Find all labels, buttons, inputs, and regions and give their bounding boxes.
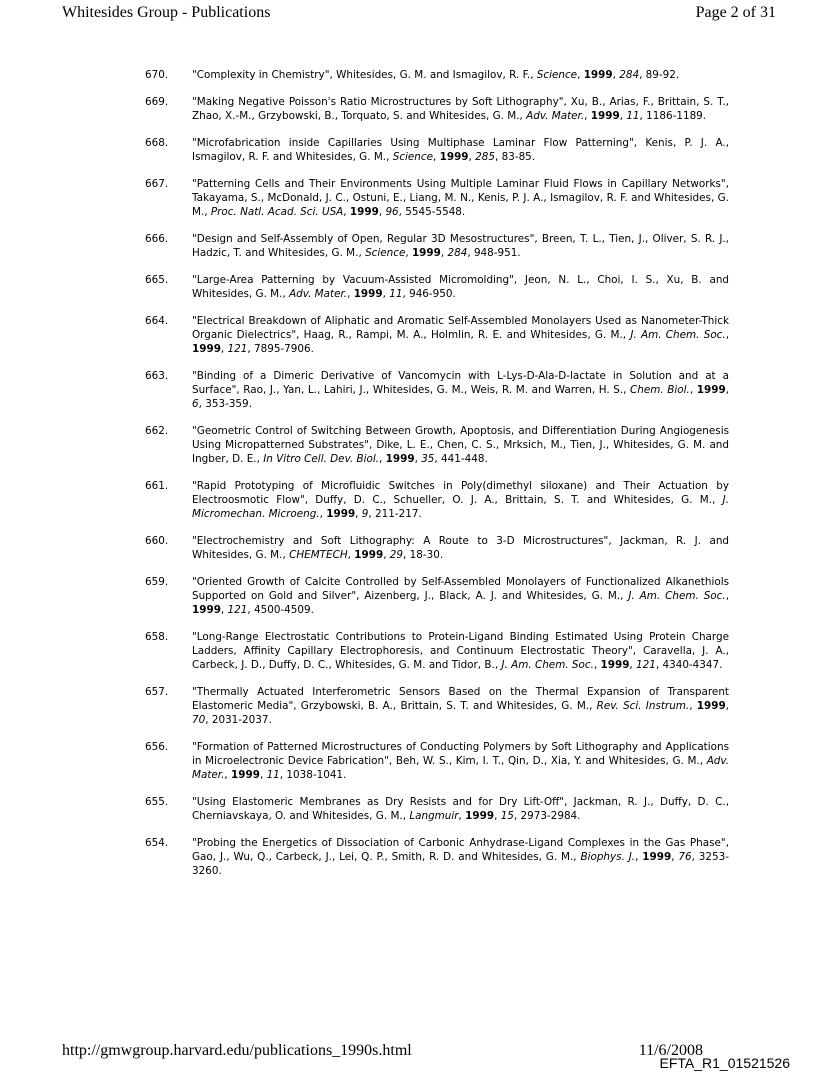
entry-volume: 96	[385, 206, 399, 218]
document-stamp: EFTA_R1_01521526	[659, 1055, 790, 1071]
entry-citation: "Long-Range Electrostatic Contributions to Protein-Ligand Binding Estimated Using Protein Charge Ladders, Affinity Capillary Electrophoresis, and Continuum Electrostatic Theory", Caravella, J. A., Carbeck, J. D., Duffy, D. C., Whitesides, G. M. and Tidor, B.,	[192, 631, 729, 671]
entry-number: 664.	[145, 315, 169, 327]
publication-entry: 660. "Electrochemistry and Soft Lithography: A Route to 3-D Microstructures", Jackman, R. J. and Whitesides, G. M., CHEMTECH, 1999, 29, 18-30.	[145, 535, 729, 561]
entry-year: 1999	[642, 851, 672, 863]
entry-year: 1999	[600, 659, 630, 671]
entry-pages: 7895-7906.	[253, 343, 314, 355]
entry-pages: 441-448.	[441, 453, 488, 465]
entry-citation: "Patterning Cells and Their Environments Using Multiple Laminar Fluid Flows in Capillary Networks", Takayama, S., McDonald, J. C., Ostuni, E., Liang, M. N., Kenis, P. J. A., Ismagilov, R. F. and Whitesides, G. M.,	[192, 178, 729, 218]
entry-volume: 70	[192, 714, 206, 726]
entry-citation: "Electrical Breakdown of Aliphatic and Aromatic Self-Assembled Monolayers Used as Nanometer-Thick Organic Dielectrics", Haag, R., Rampi, M. A., Holmlin, R. E. and Whitesides, G. M.,	[192, 315, 729, 341]
publication-entry: 661. "Rapid Prototyping of Microfluidic Switches in Poly(dimethyl siloxane) and Their Actuation by Electroosmotic Flow", Duffy, D. C., Schueller, O. J. A., Brittain, S. T. and Whitesides, G. M., J. Micromechan. Microeng., 1999, 9, 211-217.	[145, 480, 729, 520]
publication-entry: 668. "Microfabrication inside Capillaries Using Multiphase Laminar Flow Patterning", Kenis, P. J. A., Ismagilov, R. F. and Whitesides, G. M., Science, 1999, 285, 83-85.	[145, 137, 729, 163]
entry-journal: Rev. Sci. Instrum.	[596, 700, 690, 712]
entry-number: 663.	[145, 370, 169, 382]
entry-volume: 121	[636, 659, 656, 671]
entry-volume: 11	[266, 769, 280, 781]
entry-number: 658.	[145, 631, 169, 643]
entry-journal: Langmuir	[409, 810, 459, 822]
entry-journal: Science	[365, 247, 406, 259]
entry-year: 1999	[439, 151, 469, 163]
entry-number: 668.	[145, 137, 169, 149]
entry-citation: "Microfabrication inside Capillaries Using Multiphase Laminar Flow Patterning", Kenis, P. J. A., Ismagilov, R. F. and Whitesides, G. M.,	[192, 137, 729, 163]
entry-journal: In Vitro Cell. Dev. Biol.	[263, 453, 380, 465]
entry-number: 667.	[145, 178, 169, 190]
entry-journal: Biophys. J.	[580, 851, 636, 863]
entry-volume: 11	[389, 288, 403, 300]
publication-entry: 655. "Using Elastomeric Membranes as Dry Resists and for Dry Lift-Off", Jackman, R. J., Duffy, D. C., Cherniavskaya, O. and Whitesides, G. M., Langmuir, 1999, 15, 2973-2984.	[145, 796, 729, 822]
entry-number: 662.	[145, 425, 169, 437]
entry-citation: "Using Elastomeric Membranes as Dry Resists and for Dry Lift-Off", Jackman, R. J., Duffy, D. C., Cherniavskaya, O. and Whitesides, G. M.,	[192, 796, 729, 822]
entry-volume: 76	[678, 851, 692, 863]
entry-citation: "Oriented Growth of Calcite Controlled by Self-Assembled Monolayers of Functionalized Alkanethiols Supported on Gold and Silver", Aizenberg, J., Black, A. J. and Whitesides, G. M.,	[192, 576, 729, 602]
entry-pages: 5545-5548.	[405, 206, 466, 218]
entry-number: 659.	[145, 576, 169, 588]
entry-pages: 2973-2984.	[520, 810, 581, 822]
entry-volume: 284	[619, 69, 640, 81]
publication-entry: 658. "Long-Range Electrostatic Contributions to Protein-Ligand Binding Estimated Using Protein Charge Ladders, Affinity Capillary Electrophoresis, and Continuum Electrostatic Theory", Caravella, J. A., Carbeck, J. D., Duffy, D. C., Whitesides, G. M. and Tidor, B., J. Am. Chem. Soc., 1999, 121, 4340-4347.	[145, 631, 729, 671]
entry-journal: J. Am. Chem. Soc.	[628, 590, 726, 602]
entry-citation: "Geometric Control of Switching Between Growth, Apoptosis, and Differentiation During Angiogenesis Using Micropatterned Substrates", Dike, L. E., Chen, C. S., Mrksich, M., Tien, J., Whitesides, G. M. and Ingber, D. E.,	[192, 425, 729, 465]
entry-citation: "Formation of Patterned Microstructures of Conducting Polymers by Soft Lithography and Applications in Microelectronic Device Fabrication", Beh, W. S., Kim, I. T., Qin, D., Xia, Y. and Whitesides, G. M.,	[192, 741, 729, 767]
entry-year: 1999	[192, 343, 221, 355]
entry-volume: 121	[227, 343, 248, 355]
page-url: http://gmwgroup.harvard.edu/publications_1990s.html	[62, 1042, 412, 1059]
entry-year: 1999	[583, 69, 613, 81]
entry-journal: Science	[392, 151, 433, 163]
publication-list	[145, 68, 729, 891]
entry-number: 656.	[145, 741, 169, 753]
entry-number: 660.	[145, 535, 169, 547]
entry-journal: Adv. Mater.	[289, 288, 348, 300]
entry-pages: 83-85.	[501, 151, 536, 163]
publication-entry: 663. "Binding of a Dimeric Derivative of Vancomycin with L-Lys-D-Ala-D-lactate in Solution and at a Surface", Rao, J., Yan, L., Lahiri, J., Whitesides, G. M., Weis, R. M. and Warren, H. S., Chem. Biol., 1999, 6, 353-359.	[145, 370, 729, 410]
publication-entry: 664. "Electrical Breakdown of Aliphatic and Aromatic Self-Assembled Monolayers Used as Nanometer-Thick Organic Dielectrics", Haag, R., Rampi, M. A., Holmlin, R. E. and Whitesides, G. M., J. Am. Chem. Soc., 1999, 121, 7895-7906.	[145, 315, 730, 355]
entry-journal: Proc. Natl. Acad. Sci. USA	[210, 206, 344, 218]
entry-pages: 948-951.	[473, 247, 521, 259]
entry-citation: "Design and Self-Assembly of Open, Regular 3D Mesostructures", Breen, T. L., Tien, J., Oliver, S. R. J., Hadzic, T. and Whitesides, G. M.,	[192, 233, 729, 259]
entry-year: 1999	[353, 288, 383, 300]
entry-pages: 89-92.	[645, 69, 680, 81]
entry-volume: 15	[500, 810, 514, 822]
entry-journal: J. Am. Chem. Soc.	[630, 329, 726, 341]
entry-pages: 18-30.	[409, 549, 444, 561]
entry-citation: "Rapid Prototyping of Microfluidic Switches in Poly(dimethyl siloxane) and Their Actuation by Electroosmotic Flow", Duffy, D. C., Schueller, O. J. A., Brittain, S. T. and Whitesides, G. M.,	[192, 480, 729, 506]
entry-pages: 211-217.	[375, 508, 422, 520]
entry-year: 1999	[326, 508, 356, 520]
entry-journal: Science	[536, 69, 578, 81]
entry-year: 1999	[385, 453, 415, 465]
publication-entry: 654. "Probing the Energetics of Dissociation of Carbonic Anhydrase-Ligand Complexes in the Gas Phase", Gao, J., Wu, Q., Carbeck, J., Lei, Q. P., Smith, R. D. and Whitesides, G. M., Biophys. J., 1999, 76, 3253-3260.	[145, 837, 729, 877]
page-header-title: Whitesides Group - Publications	[62, 4, 271, 21]
publication-entry: 670. "Complexity in Chemistry", Whitesides, G. M. and Ismagilov, R. F., Science, 1999, 284, 89-92.	[145, 69, 680, 81]
entry-volume: 284	[447, 247, 468, 259]
entry-number: 661.	[145, 480, 169, 492]
entry-volume: 35	[421, 453, 435, 465]
entry-journal: Adv. Mater.	[526, 110, 585, 122]
publication-entry: 657. "Thermally Actuated Interferometric Sensors Based on the Thermal Expansion of Transparent Elastomeric Media", Grzybowski, B. A., Brittain, S. T. and Whitesides, G. M., Rev. Sci. Instrum., 1999, 70, 2031-2037.	[145, 686, 729, 726]
entry-year: 1999	[696, 700, 726, 712]
publication-entry: 669. "Making Negative Poisson's Ratio Microstructures by Soft Lithography", Xu, B., Arias, F., Brittain, S. T., Zhao, X.-M., Grzybowski, B., Torquato, S. and Whitesides, G. M., Adv. Mater., 1999, 11, 1186-1189.	[145, 96, 729, 122]
page-number: Page 2 of 31	[695, 4, 776, 21]
entry-number: 670.	[145, 69, 169, 81]
entry-volume: 285	[475, 151, 495, 163]
entry-year: 1999	[354, 549, 384, 561]
publication-entry: 662. "Geometric Control of Switching Between Growth, Apoptosis, and Differentiation During Angiogenesis Using Micropatterned Substrates", Dike, L. E., Chen, C. S., Mrksich, M., Tien, J., Whitesides, G. M. and Ingber, D. E., In Vitro Cell. Dev. Biol., 1999, 35, 441-448.	[145, 425, 729, 465]
entry-number: 655.	[145, 796, 169, 808]
publication-entry: 666. "Design and Self-Assembly of Open, Regular 3D Mesostructures", Breen, T. L., Tien, J., Oliver, S. R. J., Hadzic, T. and Whitesides, G. M., Science, 1999, 284, 948-951.	[145, 233, 729, 259]
entry-pages: 3253-3260.	[192, 851, 729, 877]
entry-citation: "Thermally Actuated Interferometric Sensors Based on the Thermal Expansion of Transparent Elastomeric Media", Grzybowski, B. A., Brittain, S. T. and Whitesides, G. M.,	[192, 686, 729, 712]
entry-year: 1999	[231, 769, 260, 781]
entry-journal: J. Micromechan. Microeng.	[192, 494, 729, 520]
entry-volume: 6	[192, 398, 199, 410]
entry-volume: 121	[227, 604, 248, 616]
publication-entry: 667. "Patterning Cells and Their Environments Using Multiple Laminar Fluid Flows in Capillary Networks", Takayama, S., McDonald, J. C., Ostuni, E., Liang, M. N., Kenis, P. J. A., Ismagilov, R. F. and Whitesides, G. M., Proc. Natl. Acad. Sci. USA, 1999, 96, 5545-5548.	[145, 178, 729, 218]
entry-journal: Adv. Mater.	[192, 755, 729, 781]
entry-number: 654.	[145, 837, 169, 849]
entry-volume: 11	[626, 110, 640, 122]
entry-number: 666.	[145, 233, 169, 245]
entry-citation: "Probing the Energetics of Dissociation of Carbonic Anhydrase-Ligand Complexes in the Gas Phase", Gao, J., Wu, Q., Carbeck, J., Lei, Q. P., Smith, R. D. and Whitesides, G. M.,	[192, 837, 729, 863]
entry-citation: "Binding of a Dimeric Derivative of Vancomycin with L-Lys-D-Ala-D-lactate in Solution and at a Surface", Rao, J., Yan, L., Lahiri, J., Whitesides, G. M., Weis, R. M. and Warren, H. S.,	[192, 370, 729, 396]
entry-pages: 2031-2037.	[211, 714, 272, 726]
entry-pages: 4340-4347.	[662, 659, 723, 671]
entry-number: 669.	[145, 96, 169, 108]
entry-year: 1999	[590, 110, 620, 122]
publication-entry: 665. "Large-Area Patterning by Vacuum-Assisted Micromolding", Jeon, N. L., Choi, I. S., Xu, B. and Whitesides, G. M., Adv. Mater., 1999, 11, 946-950.	[145, 274, 729, 300]
entry-citation: "Making Negative Poisson's Ratio Microstructures by Soft Lithography", Xu, B., Arias, F., Brittain, S. T., Zhao, X.-M., Grzybowski, B., Torquato, S. and Whitesides, G. M.,	[192, 96, 729, 122]
entry-pages: 1186-1189.	[646, 110, 707, 122]
entry-year: 1999	[349, 206, 379, 218]
entry-year: 1999	[696, 384, 726, 396]
publication-entry: 659. "Oriented Growth of Calcite Controlled by Self-Assembled Monolayers of Functionalized Alkanethiols Supported on Gold and Silver", Aizenberg, J., Black, A. J. and Whitesides, G. M., J. Am. Chem. Soc., 1999, 121, 4500-4509.	[145, 576, 729, 616]
entry-year: 1999	[465, 810, 495, 822]
entry-journal: J. Am. Chem. Soc.	[501, 659, 594, 671]
publication-entry: 656. "Formation of Patterned Microstructures of Conducting Polymers by Soft Lithography and Applications in Microelectronic Device Fabrication", Beh, W. S., Kim, I. T., Qin, D., Xia, Y. and Whitesides, G. M., Adv. Mater., 1999, 11, 1038-1041.	[145, 741, 729, 781]
entry-journal: Chem. Biol.	[630, 384, 690, 396]
entry-pages: 946-950.	[409, 288, 456, 300]
entry-citation: "Complexity in Chemistry", Whitesides, G. M. and Ismagilov, R. F.,	[192, 69, 537, 81]
entry-pages: 4500-4509.	[253, 604, 314, 616]
entry-volume: 9	[361, 508, 369, 520]
entry-year: 1999	[411, 247, 441, 259]
entry-pages: 353-359.	[205, 398, 252, 410]
entry-citation: "Electrochemistry and Soft Lithography: A Route to 3-D Microstructures", Jackman, R. J. and Whitesides, G. M.,	[192, 535, 729, 561]
entry-year: 1999	[192, 604, 221, 616]
entry-number: 657.	[145, 686, 169, 698]
entry-journal: CHEMTECH	[289, 549, 348, 561]
print-date: 11/6/2008	[638, 1042, 703, 1059]
entry-citation: "Large-Area Patterning by Vacuum-Assisted Micromolding", Jeon, N. L., Choi, I. S., Xu, B. and Whitesides, G. M.,	[192, 274, 729, 300]
entry-volume: 29	[389, 549, 404, 561]
entry-pages: 1038-1041.	[286, 769, 347, 781]
entry-number: 665.	[145, 274, 169, 286]
